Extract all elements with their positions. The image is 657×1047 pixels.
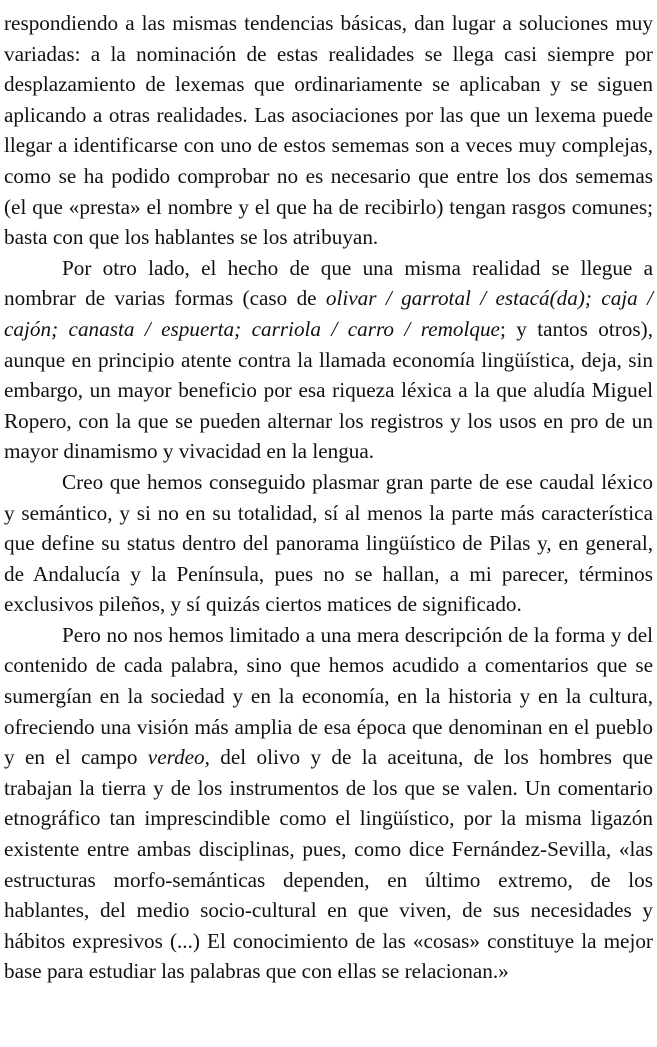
paragraph-3 — [4, 467, 653, 620]
paragraph-4-text-a: Pero no nos hemos limitado a una mera descripción de la forma y del contenido de cada palabra, sino que hemos acudido a comentarios que se sumergían en la sociedad y en la economía, en la historia y en la cultura, ofreciendo una visión más amplia de esa época que denominan en el pueblo y en el campo — [4, 622, 653, 770]
paragraph-3-text: Creo que hemos conseguido plasmar gran parte de ese caudal léxico y semántico, y si no en su totalidad, sí al menos la parte más característica que define su status dentro del panorama lingüístico de Pilas y, en general, de Andalucía y la Península, pues no se hallan, a mi parecer, términos exclusivos pileños, y sí quizás ciertos matices de significado. — [4, 469, 653, 617]
paragraph-4 — [4, 620, 653, 987]
paragraph-2-text-a: Por otro lado, el hecho de que una misma realidad se llegue a nombrar de varias formas (caso de — [4, 255, 653, 311]
paragraph-2-text-b: ; y tantos otros), aunque en principio atente contra la llamada economía lingüística, deja, sin embargo, un mayor beneficio por esa riqueza léxica a la que aludía Miguel Ropero, con la que se pueden alternar los registros y los usos en pro de un mayor dinamismo y vivacidad en la lengua. — [4, 316, 653, 464]
paragraph-4-text-b: , del olivo y de la aceituna, de los hombres que trabajan la tierra y de los instrumentos de los que se valen. Un comentario etnográfico tan imprescindible como el lingüístico, por la misma ligazón existente entre ambas disciplinas, pues, como dice Fernández-Sevilla, «las estructuras morfo-semánticas dependen, en último extremo, de los hablantes, del medio socio-cultural en que viven, de sus necesidades y hábitos expresivos (...) El conocimiento de las «cosas» constituye la mejor base para estudiar las palabras que con ellas se relacionan.» — [4, 745, 654, 984]
paragraph-1-text: respondiendo a las mismas tendencias básicas, dan lugar a soluciones muy variadas: a la nominación de estas realidades se llega casi siempre por desplazamiento de lexemas que ordinariamente se aplicaban y se siguen aplicando a otras realidades. Las asociaciones por las que un lexema puede llegar a identificarse con uno de estos sememas son a veces muy complejas, como se ha podido comprobar no es necesario que entre los dos sememas (el que «presta» el nombre y el que ha de recibirlo) tengan rasgos comunes; basta con que los hablantes se los atribuyan. — [4, 11, 653, 250]
paragraph-2-italic-examples: olivar / garrotal / estacá(da); caja / cajón; canasta / espuerta; carriola / carro / remolque — [4, 286, 653, 341]
paragraph-1 — [4, 8, 653, 253]
paragraph-4-italic-term: verdeo — [147, 745, 205, 770]
paragraph-2 — [4, 253, 653, 467]
